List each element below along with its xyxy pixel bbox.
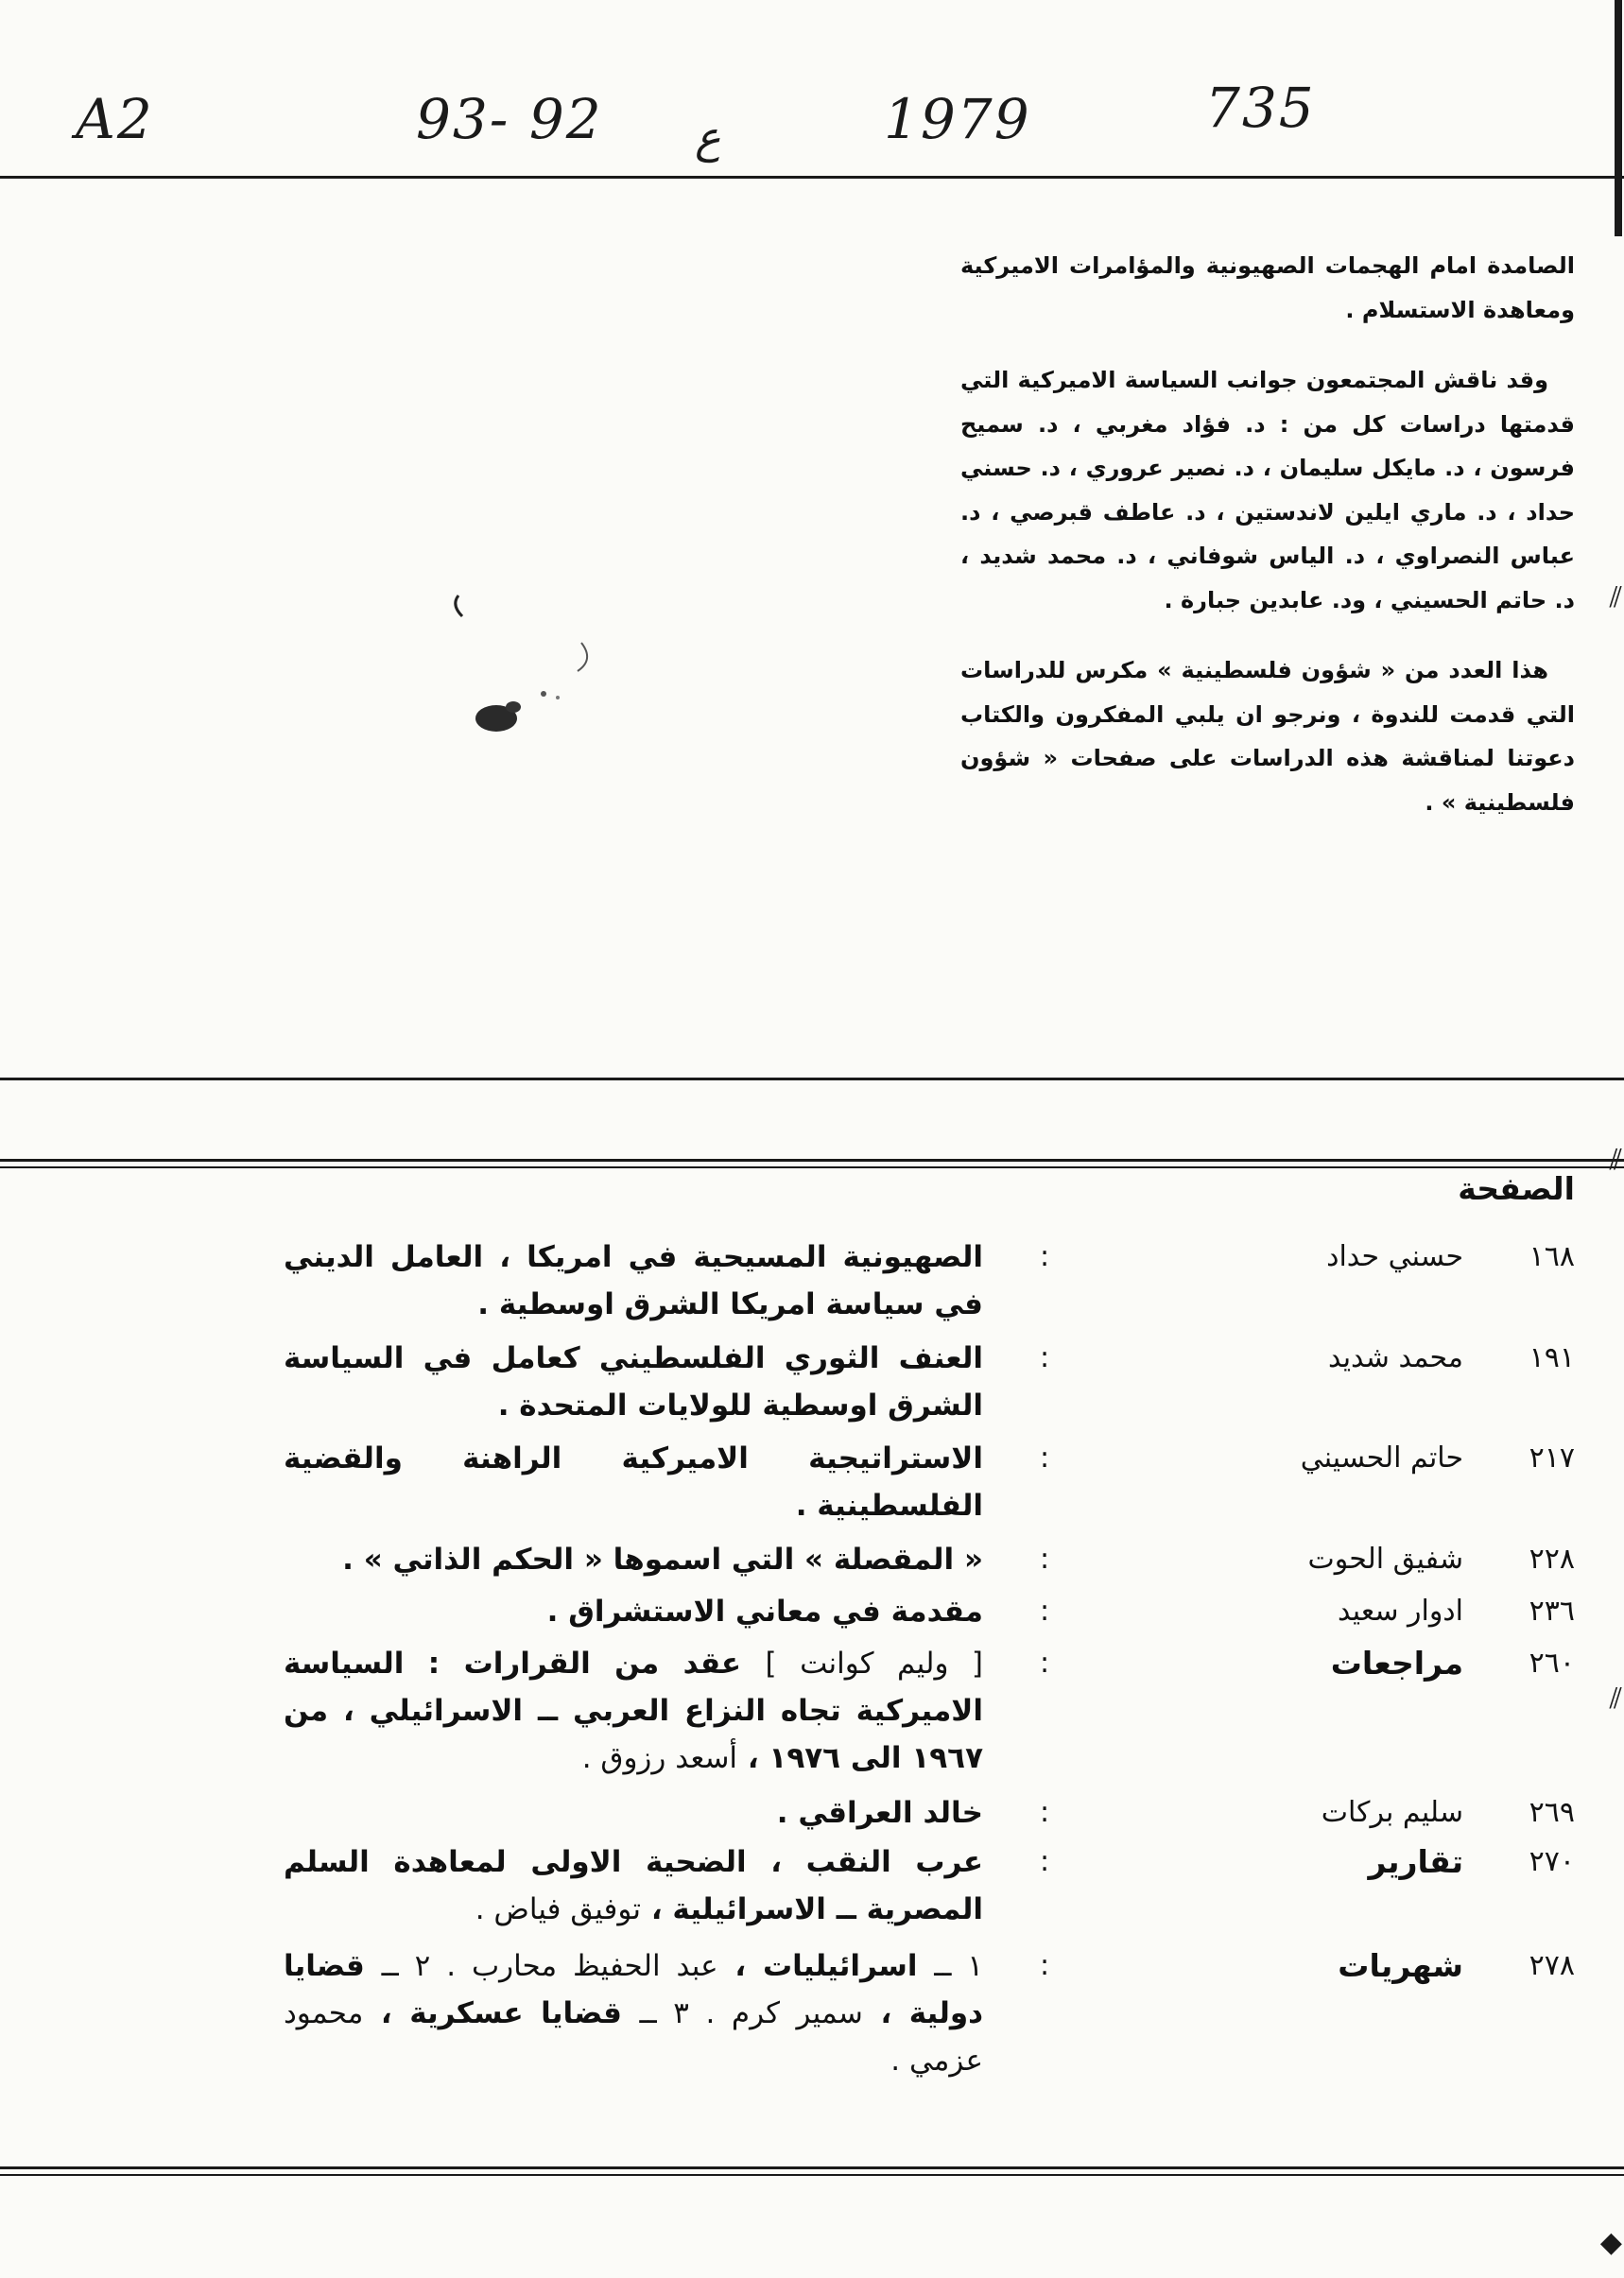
toc-entry — [0, 1838, 1624, 1926]
toc-colon: : — [1039, 1543, 1050, 1576]
toc-author: محمد شديد — [1327, 1341, 1463, 1374]
toc-bottom-rule-thin — [0, 2174, 1624, 2176]
intro-paragraph: الصامدة امام الهجمات الصهيونية والمؤامرات الاميركية ومعاهدة الاستسلام . — [960, 252, 1575, 323]
toc-colon: : — [1039, 1341, 1050, 1374]
toc-colon: : — [1039, 1240, 1050, 1273]
toc-title-bold: اسرائيليات ، — [734, 1949, 918, 1983]
toc-page-number: ٢٦٠ — [1529, 1647, 1575, 1680]
header-rule — [0, 176, 1624, 179]
toc-page-number: ١٩١ — [1529, 1341, 1575, 1374]
intro-paragraph: وقد ناقش المجتمعون جوانب السياسة الاميركية التي قدمتها دراسات كل من : د. فؤاد مغربي ، د. سميح فرسون ، د. مايكل سليمان ، د. نصير عروري ، د. حسني حداد ، د. ماري ايلين لاندستين ، د. عاطف قبرصي ، د. عباس النصراوي ، د. الياس شوفاني ، د. محمد شديد ، د. حاتم الحسيني ، ود. عابدين جبارة . — [960, 367, 1575, 613]
toc-page-number: ٢٣٦ — [1529, 1595, 1575, 1628]
toc-page-number: ٢٧٠ — [1529, 1845, 1575, 1878]
toc-title: الصهيونية المسيحية في امريكا ، العامل الديني في سياسة امريكا الشرق اوسطية . — [284, 1240, 983, 1321]
toc-entry — [0, 1435, 1624, 1523]
section-rule — [0, 1078, 1624, 1080]
toc-page-number: ٢٦٩ — [1529, 1796, 1575, 1829]
toc-colon: : — [1039, 1647, 1050, 1680]
header-number: 735 — [1205, 76, 1316, 140]
toc-section-label: تقارير — [1368, 1843, 1463, 1880]
toc-top-rule-thin — [0, 1166, 1624, 1168]
toc-author: حاتم الحسيني — [1300, 1441, 1463, 1475]
toc-title: العنف الثوري الفلسطيني كعامل في السياسة الشرق اوسطية للولايات المتحدة . — [284, 1341, 983, 1423]
toc-author: حسني حداد — [1326, 1240, 1463, 1273]
toc-colon: : — [1039, 1949, 1050, 1982]
margin-mark: ⫽ — [1609, 581, 1622, 614]
intro-text — [960, 244, 1575, 851]
toc-entry — [0, 1942, 1624, 2078]
toc-title-bold: عرب النقب ، الضحية الاولى لمعاهدة السلم المصرية ــ الاسرائيلية ، — [284, 1845, 983, 1926]
toc-author: ادوار سعيد — [1338, 1595, 1463, 1628]
toc-colon: : — [1039, 1845, 1050, 1878]
toc-entry — [0, 1234, 1624, 1321]
toc-title: خالد العراقي . — [776, 1796, 983, 1830]
toc-author: شفيق الحوت — [1307, 1543, 1463, 1576]
toc-colon: : — [1039, 1796, 1050, 1829]
toc-colon: : — [1039, 1441, 1050, 1475]
ink-blot — [430, 577, 619, 766]
header-year: 1979 — [884, 87, 1031, 151]
toc-colon: : — [1039, 1595, 1050, 1628]
toc-page-number: ٢٢٨ — [1529, 1543, 1575, 1576]
toc-title-plain: [ وليم كوانت ] — [765, 1647, 983, 1681]
toc-title-bold: قضايا دولية ، — [284, 1949, 984, 2030]
toc-bottom-rule — [0, 2166, 1624, 2169]
binding-edge — [1615, 0, 1622, 236]
header-issue-mark: ع — [695, 112, 721, 163]
toc-title — [284, 1640, 983, 1782]
toc-page-number: ٢٧٨ — [1529, 1949, 1575, 1982]
toc-heading: الصفحة — [1458, 1170, 1575, 1207]
margin-mark: ⫽ — [1609, 1683, 1622, 1716]
toc-title-tail: أسعد رزوق . — [581, 1741, 738, 1775]
toc-title-bold: قضايا عسكرية ، — [380, 1996, 622, 2030]
toc-title-plain: محمود عزمي . — [284, 1996, 983, 2078]
toc-title-plain: ١ ــ — [934, 1949, 983, 1983]
toc-title-plain: عبد الحفيظ محارب . ٢ ــ — [381, 1949, 718, 1983]
toc-entry — [0, 1588, 1624, 1629]
header-pages: 93- 92 — [416, 87, 603, 151]
toc-title: مقدمة في معاني الاستشراق . — [546, 1595, 983, 1629]
toc-title: « المقصلة » التي اسموها « الحكم الذاتي » . — [342, 1543, 983, 1577]
toc-entry — [0, 1640, 1624, 1775]
toc-top-rule — [0, 1159, 1624, 1162]
intro-paragraph: هذا العدد من « شؤون فلسطينية » مكرس للدراسات التي قدمت للندوة ، ونرجو ان يلبي المفكرون والكتاب دعوتنا لمناقشة هذه الدراسات على صفحات « شؤون فلسطينية » . — [960, 657, 1575, 816]
toc-section-label: مراجعات — [1330, 1645, 1463, 1682]
toc-title-plain: سمير كرم . ٣ ــ — [639, 1996, 863, 2030]
toc-title — [284, 1838, 983, 1933]
toc-author: سليم بركات — [1321, 1796, 1463, 1829]
toc-page-number: ٢١٧ — [1529, 1441, 1575, 1475]
toc-title-bold: عقد من القرارات : السياسة الاميركية تجاه النزاع العربي ــ الاسرائيلي ، من ١٩٦٧ الى ١٩٧٦ ، — [284, 1647, 983, 1775]
toc-entry — [0, 1335, 1624, 1423]
toc-title: الاستراتيجية الاميركية الراهنة والقضية الفلسطينية . — [284, 1441, 983, 1523]
toc-title-tail: توفيق فياض . — [475, 1892, 642, 1926]
margin-mark: ◆ — [1599, 2226, 1622, 2259]
toc-section-label: شهريات — [1338, 1947, 1463, 1984]
toc-page-number: ١٦٨ — [1529, 1240, 1575, 1273]
header-code: A2 — [76, 87, 154, 151]
toc-title — [284, 1942, 983, 2084]
toc-entry — [0, 1536, 1624, 1577]
toc-entry — [0, 1789, 1624, 1830]
